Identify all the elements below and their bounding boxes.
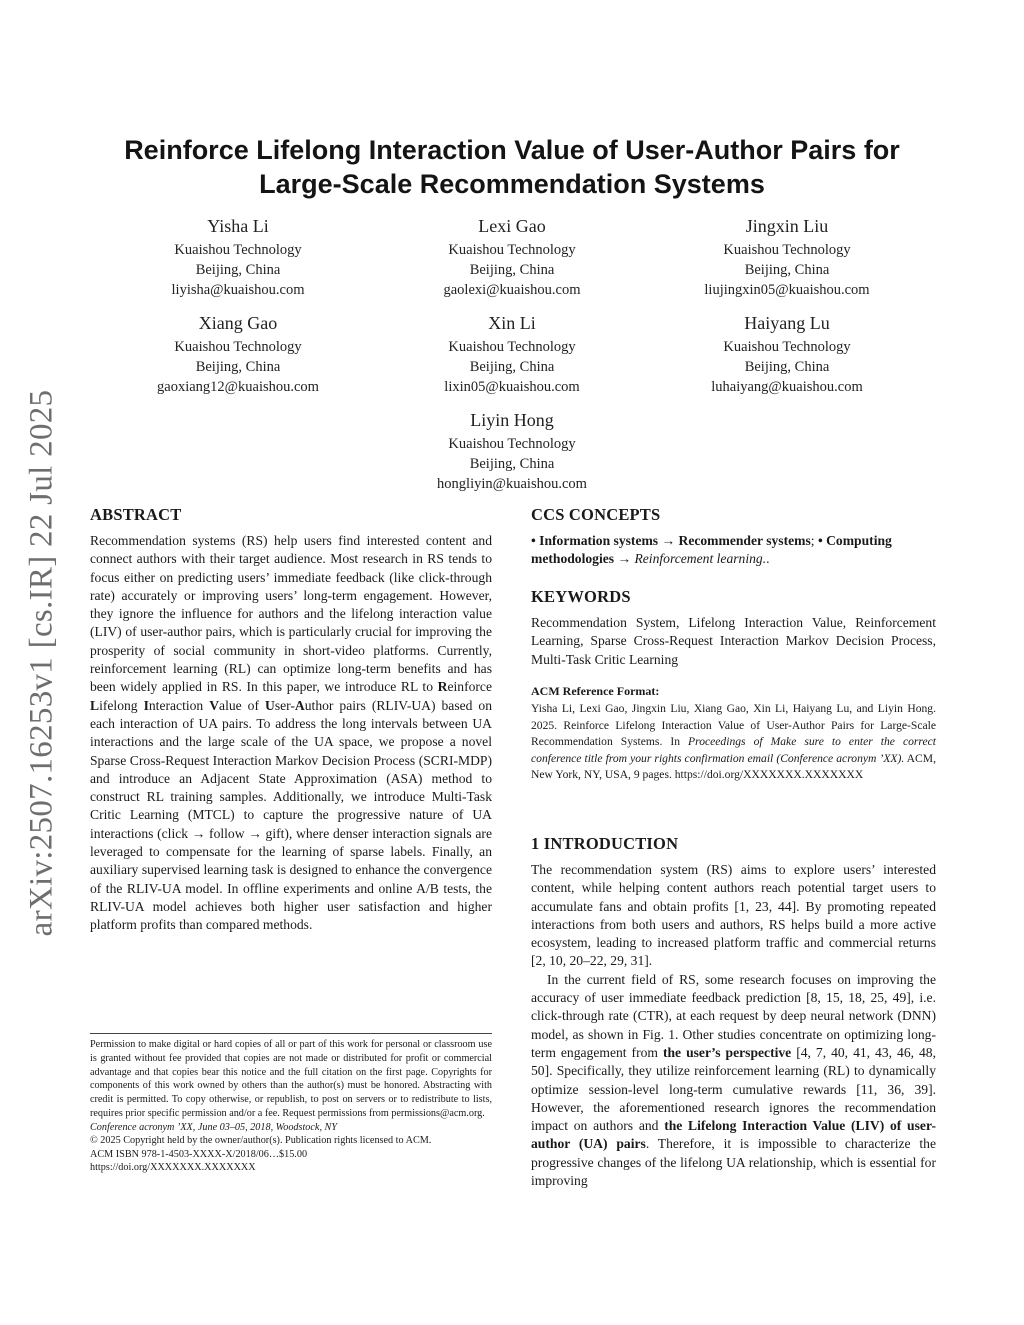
author-email[interactable]: lixin05@kuaishou.com — [444, 379, 580, 395]
permission-notice: Permission to make digital or hard copies of all or part of this work for personal or classroom use is granted without fee provided that copies are not made or distributed for profit or commercial advantage and that copies bear this notice and the full citation on the first page. Copyrights for components of this work owned by others than the author(s) must be honored. Abstracting with credit is permitted. To copy otherwise, or republish, to post on servers or to redistribute to lists, requires prior specific permission and/or a fee. Request permissions from permissions@acm.org. — [90, 1039, 492, 1119]
acm-reference-text: Yisha Li, Lexi Gao, Jingxin Liu, Xiang Gao, Xin Li, Haiyang Lu, and Liyin Hong. 2025. Reinforce Lifelong Interaction Value of User-Author Pairs for Large-Scale Recommendation Systems. In Proceedings of Make sure to enter the correct conference title from your rights confirmation email (Conference acronym ’XX). ACM, New York, NY, USA, 9 pages. https://doi.org/XXXXXXX.XXXXXXX — [531, 702, 936, 781]
title-line-1: Reinforce Lifelong Interaction Value of User-Author Pairs for — [124, 135, 900, 165]
author-email[interactable]: liujingxin05@kuaishou.com — [704, 282, 870, 298]
author-location: Beijing, China — [744, 359, 830, 375]
author-name: Xin Li — [488, 313, 536, 333]
introduction-heading: 1 INTRODUCTION — [531, 834, 679, 853]
author-name: Jingxin Liu — [745, 216, 829, 236]
paper-title — [80, 133, 944, 201]
doi-link[interactable]: https://doi.org/XXXXXXX.XXXXXXX — [90, 1162, 256, 1174]
author-name: Liyin Hong — [470, 410, 554, 430]
author-email[interactable]: luhaiyang@kuaishou.com — [711, 379, 863, 395]
ccs-section — [531, 505, 936, 569]
author-affiliation: Kuaishou Technology — [448, 339, 576, 355]
author-block — [362, 311, 662, 397]
author-block — [88, 311, 388, 397]
author-affiliation: Kuaishou Technology — [448, 242, 576, 258]
footnote-rule — [90, 1033, 492, 1034]
author-email[interactable]: hongliyin@kuaishou.com — [437, 476, 587, 492]
acm-reference-heading: ACM Reference Format: — [531, 684, 660, 698]
author-affiliation: Kuaishou Technology — [723, 339, 851, 355]
author-location: Beijing, China — [469, 359, 555, 375]
abstract-text: Recommendation systems (RS) help users find interested content and connect authors with their target audience. Most research in RS tends to focus either on predicting users’ immediate feedback (like click-through rate) accurately or improving users’ long-term engagement. However, they ignore the influence for authors and the lifelong interaction value (LIV) of user-author pairs, which is particularly crucial for improving the prosperity of social community in short-video platforms. Currently, reinforcement learning (RL) can optimize long-term benefits and has been widely applied in RS. In this paper, we introduce RL to Reinforce Lifelong Interaction Value of User-Author pairs (RLIV-UA) based on each interaction of UA pairs. To address the long intervals between UA interactions and the large scale of the UA space, we propose a novel Sparse Cross-Request Interaction Markov Decision Process (SCRI-MDP) and introduce an Adjacent State Approximation (ASA) method to construct RL training samples. Additionally, we introduce Multi-Task Critic Learning (MTCL) to capture the progressive nature of UA interactions (click → follow → gift), where denser interaction signals are leveraged to compensate for the learning of sparse labels. Finally, an auxiliary supervised learning task is designed to enhance the convergence of the RLIV-UA model. In offline experiments and online A/B tests, the RLIV-UA model achieves both higher user satisfaction and higher platform profits than compared methods. — [90, 533, 493, 933]
keywords-section — [531, 587, 936, 669]
author-location: Beijing, China — [469, 456, 555, 472]
keywords-heading: KEYWORDS — [531, 587, 631, 606]
author-name: Xiang Gao — [198, 313, 278, 333]
author-affiliation: Kuaishou Technology — [723, 242, 851, 258]
intro-paragraph-2: In the current field of RS, some research focuses on improving the accuracy of user immediate feedback prediction [8, 15, 18, 25, 49], i.e. click-through rate (CTR), at each request by deep neural network (DNN) model, as shown in Fig. 1. Other studies concentrate on optimizing long-term engagement from the user’s perspective [4, 7, 40, 41, 43, 46, 48, 50]. Specifically, they utilize reinforcement learning (RL) to dynamically optimize session-level long-term cumulative rewards [11, 36, 39]. However, the aforementioned research ignores the recommendation impact on authors and the Lifelong Interaction Value (LIV) of user-author (UA) pairs. Therefore, it is impossible to characterize the progressive changes of the lifelong UA relationship, which is essential for improving — [531, 971, 936, 1189]
arxiv-sidebar-stamp — [20, 378, 64, 948]
author-block — [637, 214, 937, 300]
author-affiliation: Kuaishou Technology — [174, 242, 302, 258]
author-name: Yisha Li — [207, 216, 269, 236]
author-email[interactable]: gaolexi@kuaishou.com — [443, 282, 581, 298]
author-block — [637, 311, 937, 397]
author-location: Beijing, China — [195, 359, 281, 375]
author-location: Beijing, China — [195, 262, 281, 278]
author-block — [88, 214, 388, 300]
conference-line: Conference acronym ’XX, June 03–05, 2018, Woodstock, NY — [90, 1121, 338, 1133]
arxiv-id: arXiv:2507.16253v1 [cs.IR] 22 Jul 2025 — [23, 389, 60, 937]
author-name: Haiyang Lu — [744, 313, 830, 333]
author-block — [362, 214, 662, 300]
acm-reference-section — [531, 683, 936, 784]
abstract-heading: ABSTRACT — [90, 505, 182, 524]
author-affiliation: Kuaishou Technology — [174, 339, 302, 355]
title-line-2: Large-Scale Recommendation Systems — [259, 169, 765, 199]
author-email[interactable]: liyisha@kuaishou.com — [171, 282, 305, 298]
intro-paragraph-1: The recommendation system (RS) aims to explore users’ interested content, while helping content authors reach potential target users to accumulate fans and obtain profits [1, 23, 44]. By promoting repeated interactions from both users and authors, RS helps build a more active ecosystem, leading to increased platform traffic and commercial returns [2, 10, 20–22, 29, 31]. — [531, 862, 936, 969]
copyright-footnote — [90, 1033, 492, 1175]
ccs-text: • Information systems → Recommender systems; • Computing methodologies → Reinforcement learning.. — [531, 533, 892, 567]
introduction-section — [531, 834, 936, 1190]
author-affiliation: Kuaishou Technology — [448, 436, 576, 452]
ccs-heading: CCS CONCEPTS — [531, 505, 661, 524]
author-name: Lexi Gao — [478, 216, 546, 236]
author-location: Beijing, China — [744, 262, 830, 278]
keywords-text: Recommendation System, Lifelong Interaction Value, Reinforcement Learning, Sparse Cross-Request Interaction Markov Decision Process, Multi-Task Critic Learning — [531, 615, 936, 667]
copyright-line: © 2025 Copyright held by the owner/author(s). Publication rights licensed to ACM. — [90, 1135, 432, 1147]
isbn-line: ACM ISBN 978-1-4503-XXXX-X/2018/06…$15.00 — [90, 1148, 308, 1160]
author-location: Beijing, China — [469, 262, 555, 278]
author-block — [362, 408, 662, 494]
author-email[interactable]: gaoxiang12@kuaishou.com — [157, 379, 319, 395]
abstract-section — [90, 505, 492, 935]
